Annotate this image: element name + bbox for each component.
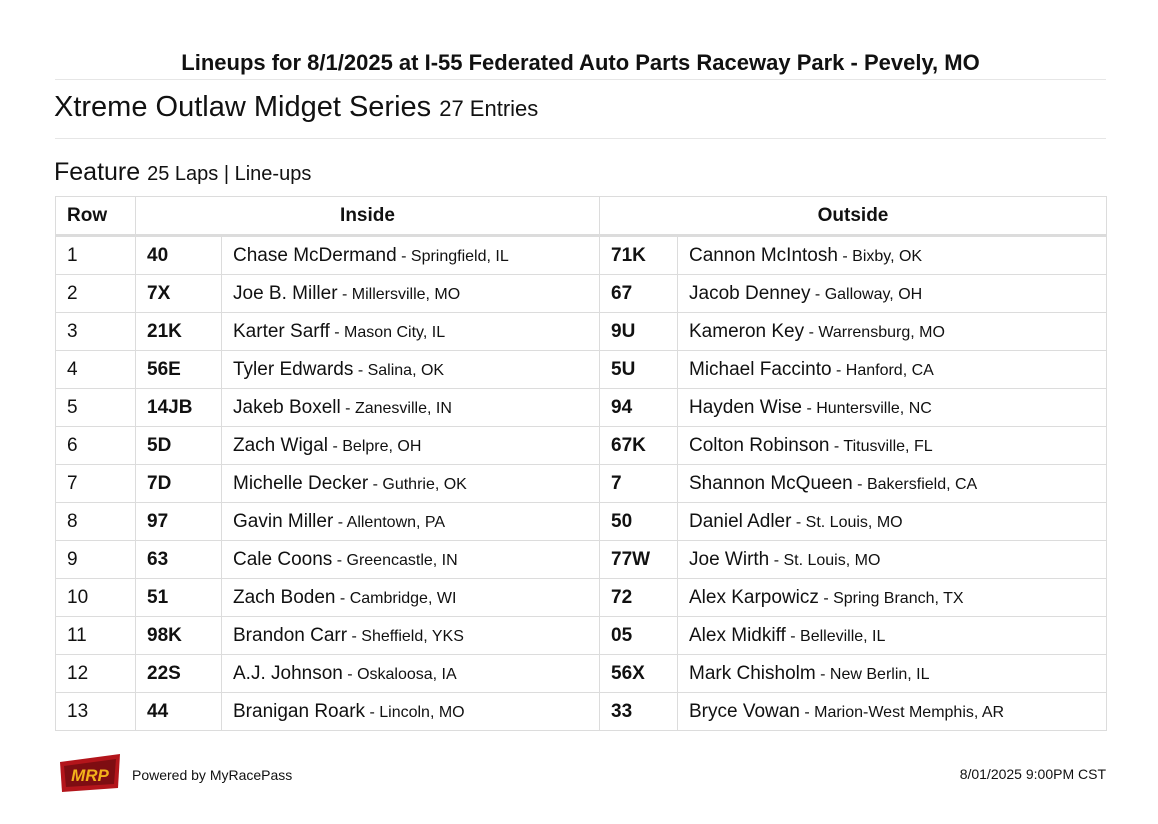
driver-name: Daniel Adler	[689, 510, 792, 532]
inside-driver	[222, 351, 600, 389]
driver-hometown: - Titusville, FL	[829, 437, 933, 455]
row-number: 4	[56, 351, 136, 389]
row-number: 9	[56, 541, 136, 579]
outside-car-number: 67	[600, 275, 678, 313]
driver-name: Zach Boden	[233, 586, 336, 608]
outside-car-number: 33	[600, 693, 678, 731]
driver-hometown: - Greencastle, IN	[332, 551, 458, 569]
table-row	[56, 693, 1107, 731]
lineup-body	[56, 236, 1107, 731]
outside-driver	[678, 351, 1107, 389]
driver-hometown: - Millersville, MO	[337, 285, 461, 303]
driver-hometown: - Cambridge, WI	[335, 589, 457, 607]
outside-car-number: 71K	[600, 236, 678, 275]
driver-name: Karter Sarff	[233, 320, 330, 342]
feature-details: 25 Laps | Line-ups	[147, 163, 312, 185]
driver-name: Joe Wirth	[689, 548, 770, 570]
driver-name: Zach Wigal	[233, 434, 329, 456]
driver-hometown: - Sheffield, YKS	[347, 627, 464, 645]
row-number: 5	[56, 389, 136, 427]
driver-hometown: - Belpre, OH	[328, 437, 422, 455]
driver-name: Shannon McQueen	[689, 472, 853, 494]
driver-name: Jakeb Boxell	[233, 396, 341, 418]
outside-car-number: 67K	[600, 427, 678, 465]
table-row	[56, 275, 1107, 313]
driver-hometown: - Belleville, IL	[785, 627, 886, 645]
inside-driver	[222, 503, 600, 541]
inside-car-number: 97	[136, 503, 222, 541]
outside-car-number: 7	[600, 465, 678, 503]
table-row	[56, 351, 1107, 389]
row-number: 11	[56, 617, 136, 655]
driver-hometown: - Zanesville, IN	[340, 399, 452, 417]
outside-car-number: 5U	[600, 351, 678, 389]
outside-driver	[678, 389, 1107, 427]
driver-name: Michael Faccinto	[689, 358, 832, 380]
driver-name: Brandon Carr	[233, 624, 348, 646]
inside-car-number: 7D	[136, 465, 222, 503]
driver-name: Colton Robinson	[689, 434, 830, 456]
driver-hometown: - Mason City, IL	[329, 323, 446, 341]
driver-name: Cannon McIntosh	[689, 244, 838, 266]
feature-name: Feature	[54, 158, 141, 186]
inside-car-number: 22S	[136, 655, 222, 693]
divider	[55, 79, 1106, 80]
inside-driver	[222, 313, 600, 351]
timestamp: 8/01/2025 9:00PM CST	[959, 766, 1106, 782]
table-row	[56, 617, 1107, 655]
table-row	[56, 313, 1107, 351]
driver-name: A.J. Johnson	[233, 662, 343, 684]
inside-car-number: 40	[136, 236, 222, 275]
driver-name: Gavin Miller	[233, 510, 334, 532]
inside-driver	[222, 617, 600, 655]
outside-driver	[678, 313, 1107, 351]
inside-car-number: 44	[136, 693, 222, 731]
page-title: Lineups for 8/1/2025 at I-55 Federated Auto Parts Raceway Park - Pevely, MO	[181, 50, 980, 75]
outside-driver	[678, 427, 1107, 465]
inside-driver	[222, 655, 600, 693]
inside-car-number: 14JB	[136, 389, 222, 427]
table-header-row	[56, 197, 1107, 236]
inside-car-number: 7X	[136, 275, 222, 313]
outside-car-number: 72	[600, 579, 678, 617]
inside-driver	[222, 579, 600, 617]
driver-hometown: - Springfield, IL	[396, 247, 509, 265]
driver-name: Michelle Decker	[233, 472, 369, 494]
series-entries: 27 Entries	[439, 96, 539, 121]
table-row	[56, 579, 1107, 617]
row-column-header: Row	[56, 197, 136, 236]
outside-car-number: 05	[600, 617, 678, 655]
table-row	[56, 655, 1107, 693]
table-row	[56, 541, 1107, 579]
inside-driver	[222, 236, 600, 275]
driver-hometown: - New Berlin, IL	[815, 665, 930, 683]
table-row	[56, 465, 1107, 503]
feature-header	[54, 158, 311, 187]
row-number: 13	[56, 693, 136, 731]
outside-driver	[678, 617, 1107, 655]
inside-car-number: 56E	[136, 351, 222, 389]
driver-hometown: - Lincoln, MO	[365, 703, 465, 721]
table-row	[56, 427, 1107, 465]
row-number: 8	[56, 503, 136, 541]
driver-name: Joe B. Miller	[233, 282, 338, 304]
outside-driver	[678, 503, 1107, 541]
table-row	[56, 389, 1107, 427]
driver-hometown: - Salina, OK	[353, 361, 445, 379]
driver-hometown: - Oskaloosa, IA	[342, 665, 457, 683]
outside-driver	[678, 541, 1107, 579]
row-number: 7	[56, 465, 136, 503]
row-number: 3	[56, 313, 136, 351]
inside-column-header: Inside	[136, 197, 600, 236]
driver-hometown: - St. Louis, MO	[769, 551, 881, 569]
outside-car-number: 77W	[600, 541, 678, 579]
driver-hometown: - St. Louis, MO	[791, 513, 903, 531]
driver-name: Bryce Vowan	[689, 700, 800, 722]
driver-name: Kameron Key	[689, 320, 805, 342]
row-number: 2	[56, 275, 136, 313]
row-number: 6	[56, 427, 136, 465]
driver-name: Alex Midkiff	[689, 624, 786, 646]
lineup-table	[55, 196, 1107, 731]
inside-driver	[222, 275, 600, 313]
series-header	[54, 91, 538, 124]
row-number: 10	[56, 579, 136, 617]
myracepass-logo	[58, 752, 122, 792]
driver-hometown: - Guthrie, OK	[368, 475, 467, 493]
driver-hometown: - Allentown, PA	[333, 513, 446, 531]
driver-name: Alex Karpowicz	[689, 586, 819, 608]
outside-car-number: 94	[600, 389, 678, 427]
inside-driver	[222, 541, 600, 579]
outside-driver	[678, 579, 1107, 617]
driver-hometown: - Spring Branch, TX	[818, 589, 964, 607]
inside-driver	[222, 465, 600, 503]
row-number: 1	[56, 236, 136, 275]
inside-car-number: 21K	[136, 313, 222, 351]
table-row	[56, 503, 1107, 541]
driver-name: Branigan Roark	[233, 700, 366, 722]
outside-car-number: 56X	[600, 655, 678, 693]
outside-car-number: 9U	[600, 313, 678, 351]
outside-driver	[678, 275, 1107, 313]
driver-hometown: - Bakersfield, CA	[852, 475, 978, 493]
divider	[55, 138, 1106, 139]
driver-hometown: - Hanford, CA	[831, 361, 934, 379]
driver-name: Tyler Edwards	[233, 358, 354, 380]
driver-name: Mark Chisholm	[689, 662, 816, 684]
series-name: Xtreme Outlaw Midget Series	[54, 91, 432, 123]
driver-hometown: - Marion-West Memphis, AR	[799, 703, 1005, 721]
outside-driver	[678, 236, 1107, 275]
driver-hometown: - Huntersville, NC	[802, 399, 932, 417]
inside-driver	[222, 389, 600, 427]
outside-column-header: Outside	[600, 197, 1107, 236]
inside-driver	[222, 693, 600, 731]
driver-name: Jacob Denney	[689, 282, 811, 304]
inside-car-number: 5D	[136, 427, 222, 465]
driver-hometown: - Warrensburg, MO	[804, 323, 945, 341]
outside-driver	[678, 693, 1107, 731]
outside-driver	[678, 655, 1107, 693]
driver-name: Chase McDermand	[233, 244, 397, 266]
table-row	[56, 236, 1107, 275]
outside-car-number: 50	[600, 503, 678, 541]
driver-name: Hayden Wise	[689, 396, 802, 418]
inside-driver	[222, 427, 600, 465]
driver-hometown: - Galloway, OH	[810, 285, 923, 303]
inside-car-number: 51	[136, 579, 222, 617]
row-number: 12	[56, 655, 136, 693]
driver-hometown: - Bixby, OK	[837, 247, 923, 265]
inside-car-number: 98K	[136, 617, 222, 655]
outside-driver	[678, 465, 1107, 503]
driver-name: Cale Coons	[233, 548, 333, 570]
powered-by: Powered by MyRacePass	[132, 767, 293, 783]
inside-car-number: 63	[136, 541, 222, 579]
logo-text: MRP	[71, 766, 109, 785]
